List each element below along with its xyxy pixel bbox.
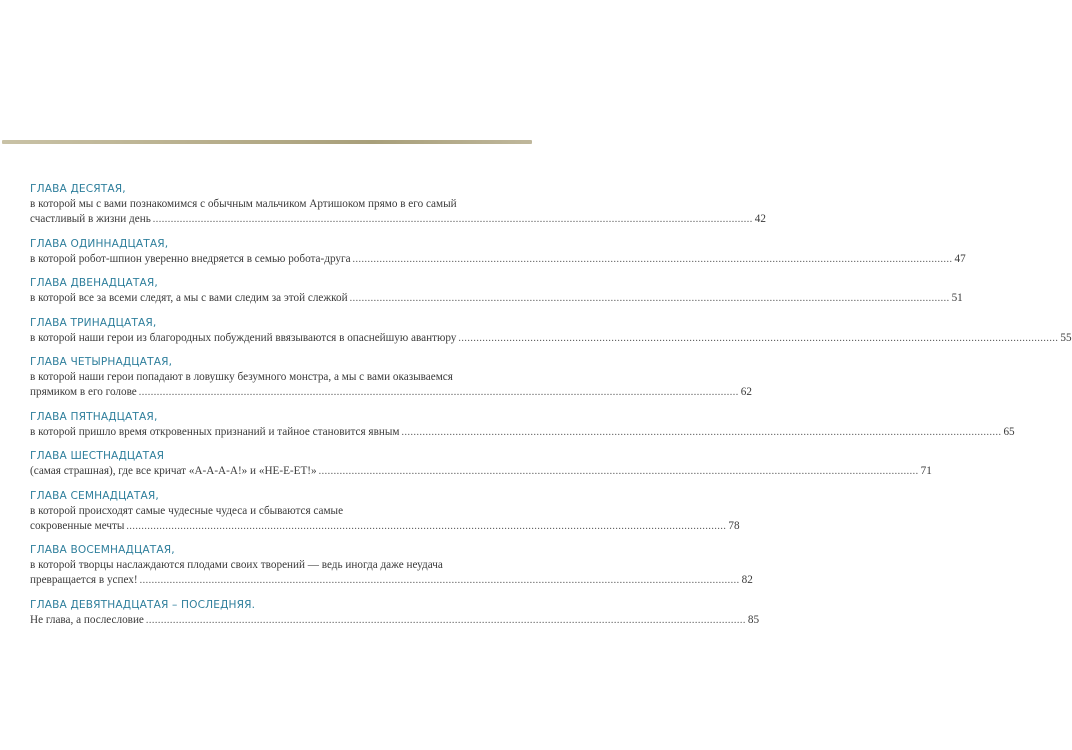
table-of-contents (30, 181, 1072, 636)
dot-leader: ........................................................................................................................................................................................................ (138, 387, 739, 398)
toc-entry-12[interactable] (30, 275, 963, 306)
chapter-description-end: Не глава, а послесловие (30, 613, 144, 626)
chapter-title: ГЛАВА ПЯТНАДЦАТАЯ, (30, 410, 158, 423)
chapter-title: ГЛАВА ДЕВЯТНАДЦАТАЯ – ПОСЛЕДНЯЯ. (30, 598, 256, 611)
chapter-description-end: счастливый в жизни день (30, 213, 151, 225)
page-number: 71 (920, 465, 932, 477)
chapter-description-end: в которой наши герои из благородных побуждений ввязываются в опаснейшую авантюру (30, 331, 457, 344)
chapter-description-end: в которой пришло время откровенных признаний и тайное становится явным (30, 425, 400, 438)
toc-entry-19[interactable] (30, 597, 760, 628)
page-number: 82 (741, 574, 753, 586)
dot-leader: ........................................................................................................................................................................................................ (401, 426, 1002, 438)
chapter-title: ГЛАВА ОДИННАДЦАТАЯ, (30, 237, 169, 250)
chapter-description-end: (самая страшная), где все кричат «А-А-А-А!» и «НЕ-Е-ЕТ!» (30, 465, 317, 477)
page-number: 62 (740, 386, 752, 398)
toc-entry-14[interactable] (30, 354, 752, 400)
chapter-title: ГЛАВА ДЕСЯТАЯ, (30, 183, 126, 195)
dot-leader: ........................................................................................................................................................................................................ (458, 332, 1059, 344)
toc-entry-11[interactable] (30, 236, 966, 267)
dot-leader: ........................................................................................................................................................................................................ (139, 575, 740, 586)
toc-entry-17[interactable] (30, 488, 740, 534)
toc-entry-18[interactable] (30, 542, 753, 588)
chapter-description-line: в которой творцы наслаждаются плодами своих творений — ведь иногда даже неудача (30, 559, 443, 571)
toc-entry-10[interactable] (30, 181, 766, 227)
chapter-description-end: прямиком в его голове (30, 386, 137, 398)
chapter-title: ГЛАВА ВОСЕМНАДЦАТАЯ, (30, 544, 175, 556)
dot-leader: ........................................................................................................................................................................................................ (152, 214, 753, 225)
chapter-description-line: в которой мы с вами познакомимся с обычным мальчиком Артишоком прямо в его самый (30, 198, 457, 210)
chapter-description-end: превращается в успех! (30, 574, 138, 586)
page-number: 55 (1060, 331, 1072, 344)
page-number: 85 (747, 613, 760, 626)
page-number: 51 (951, 292, 963, 304)
chapter-description-line: в которой наши герои попадают в ловушку безумного монстра, а мы с вами оказываемся (30, 371, 453, 383)
page-number: 42 (754, 213, 766, 225)
toc-entry-15[interactable] (30, 409, 1015, 440)
chapter-title: ГЛАВА СЕМНАДЦАТАЯ, (30, 489, 159, 502)
chapter-title: ГЛАВА ДВЕНАДЦАТАЯ, (30, 277, 158, 289)
chapter-title: ГЛАВА ШЕСТНАДЦАТАЯ (30, 450, 165, 462)
dot-leader: ........................................................................................................................................................................................................ (318, 466, 919, 477)
page-number: 47 (954, 252, 966, 265)
dot-leader: ........................................................................................................................................................................................................ (352, 253, 953, 265)
chapter-description-end: сокровенные мечты (30, 519, 125, 532)
chapter-description-end: в которой робот-шпион уверенно внедряется в семью робота-друга (30, 252, 351, 265)
chapter-description-end: в которой все за всеми следят, а мы с вами следим за этой слежкой (30, 292, 348, 304)
dot-leader: ........................................................................................................................................................................................................ (145, 614, 746, 626)
dot-leader: ........................................................................................................................................................................................................ (349, 293, 950, 304)
dot-leader: ........................................................................................................................................................................................................ (126, 520, 727, 532)
page-number: 65 (1003, 425, 1015, 438)
toc-entry-16[interactable] (30, 448, 932, 479)
chapter-title: ГЛАВА ТРИНАДЦАТАЯ, (30, 316, 157, 329)
chapter-title: ГЛАВА ЧЕТЫРНАДЦАТАЯ, (30, 356, 173, 368)
toc-entry-13[interactable] (30, 315, 1072, 346)
decorative-top-rule (2, 140, 532, 144)
page-number: 78 (728, 519, 740, 532)
chapter-description-line: в которой происходят самые чудесные чудеса и сбываются самые (30, 504, 344, 517)
